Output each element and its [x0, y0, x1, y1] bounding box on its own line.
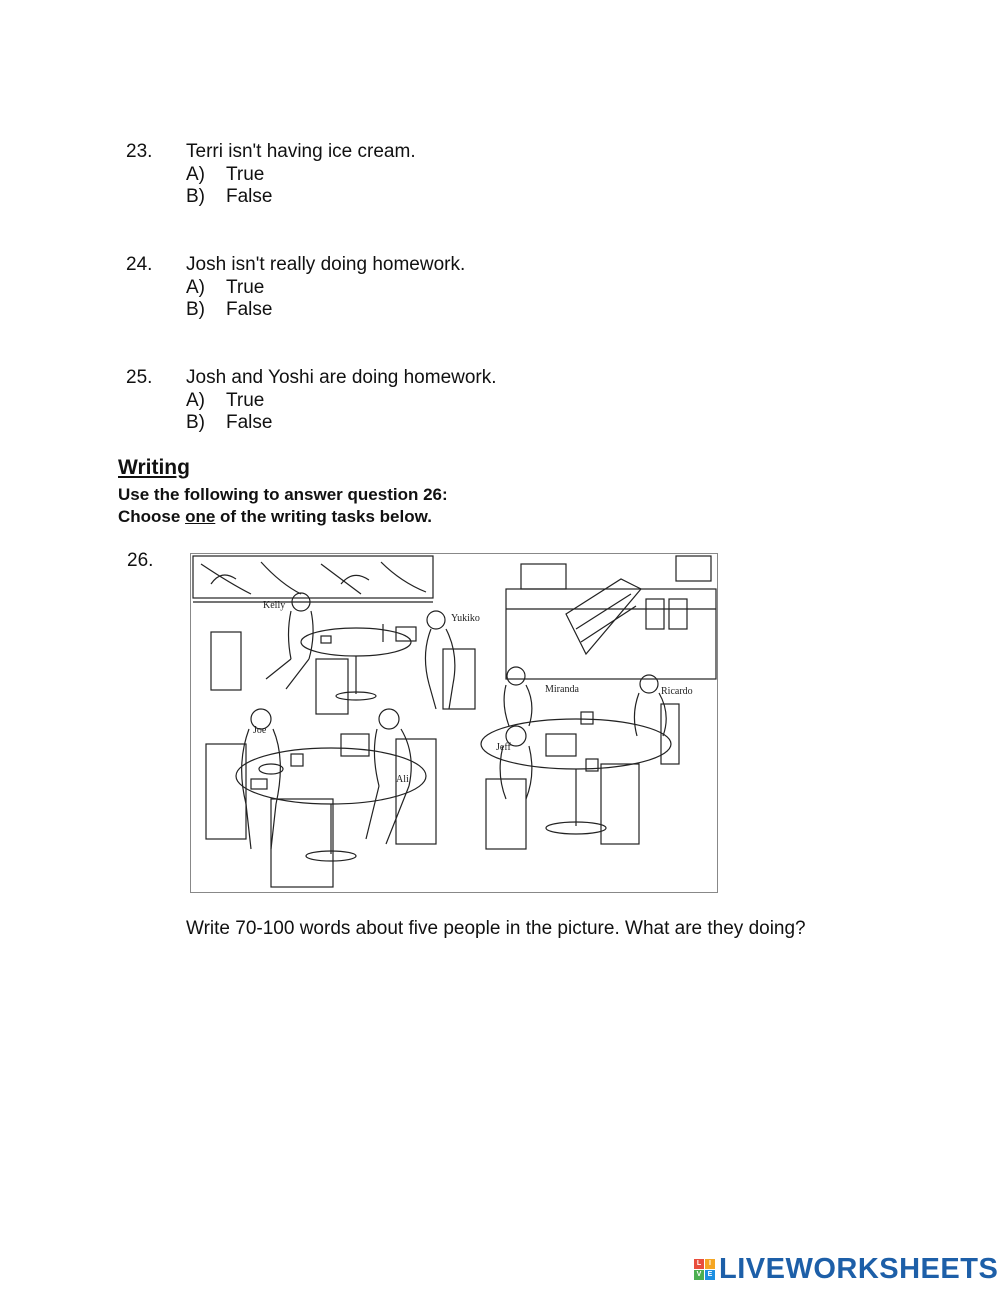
question-number: 25.	[126, 367, 153, 388]
instruction-text: Choose	[118, 507, 186, 526]
table-1	[301, 624, 416, 700]
option-text: False	[226, 186, 273, 207]
instruction-line-1: Use the following to answer question 26:	[118, 485, 448, 504]
logo-tile: V	[694, 1270, 704, 1280]
label-ali: Ali	[396, 774, 409, 785]
option-text: False	[226, 299, 273, 320]
table-2	[481, 712, 671, 834]
option-text: False	[226, 412, 273, 433]
label-jeff: Jeff	[496, 742, 511, 753]
yukiko-figure	[425, 611, 454, 709]
section-heading-writing: Writing	[118, 456, 190, 479]
cafe-scene-illustration	[190, 553, 718, 893]
instruction-text: of the writing tasks below.	[215, 507, 432, 526]
label-yukiko: Yukiko	[451, 613, 480, 624]
option-a[interactable]	[186, 277, 264, 299]
miranda-figure	[504, 667, 532, 726]
label-miranda: Miranda	[545, 684, 579, 695]
option-letter: A)	[186, 164, 205, 185]
option-b[interactable]	[186, 412, 272, 434]
question-number: 23.	[126, 141, 153, 162]
jeff-figure	[500, 726, 532, 799]
option-text: True	[226, 390, 265, 411]
label-ricardo: Ricardo	[661, 686, 693, 697]
question-number-26: 26.	[127, 550, 154, 571]
instruction-line-2	[118, 507, 432, 527]
writing-prompt: Write 70-100 words about five people in the picture. What are they doing?	[186, 918, 806, 939]
label-joe: Joe	[253, 725, 267, 736]
option-letter: A)	[186, 277, 205, 298]
instruction-emphasis: one	[185, 507, 216, 526]
option-text: True	[226, 277, 265, 298]
brand-name: LIVEWORKSHEETS	[719, 1252, 999, 1285]
option-b[interactable]	[186, 299, 272, 321]
liveworksheets-logo-icon	[694, 1259, 715, 1280]
option-letter: A)	[186, 390, 205, 411]
option-b[interactable]	[186, 186, 272, 208]
option-a[interactable]	[186, 164, 264, 186]
logo-tile: I	[705, 1259, 715, 1269]
question-text: Josh isn't really doing homework.	[186, 254, 466, 275]
option-letter: B)	[186, 412, 205, 433]
counter-illustration	[506, 556, 716, 679]
option-letter: B)	[186, 186, 205, 207]
option-a[interactable]	[186, 390, 264, 412]
question-text: Josh and Yoshi are doing homework.	[186, 367, 497, 388]
logo-tile: E	[705, 1270, 715, 1280]
question-number: 24.	[126, 254, 153, 275]
option-letter: B)	[186, 299, 205, 320]
question-text: Terri isn't having ice cream.	[186, 141, 416, 162]
label-kelly: Kelly	[263, 600, 286, 611]
option-text: True	[226, 164, 265, 185]
window-illustration	[193, 556, 433, 598]
logo-tile: L	[694, 1259, 704, 1269]
liveworksheets-brand[interactable]	[694, 1252, 998, 1286]
